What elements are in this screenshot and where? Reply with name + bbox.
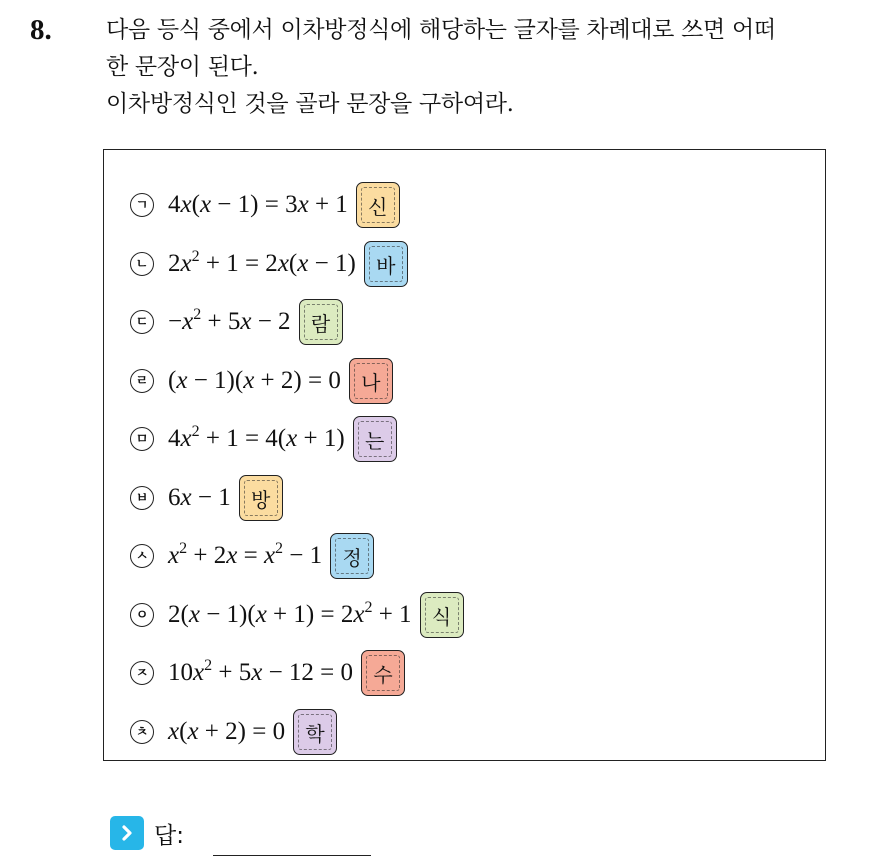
option-marker: ㅂ bbox=[130, 486, 154, 510]
syllable-card: 수 bbox=[361, 650, 405, 696]
option-marker: ㅇ bbox=[130, 603, 154, 627]
syllable-card: 방 bbox=[239, 475, 283, 521]
syllable-card: 는 bbox=[353, 416, 397, 462]
option-item bbox=[130, 649, 405, 697]
equation: $4x^2 + 1 = 4(x + 1)$ bbox=[168, 423, 345, 452]
syllable-card: 학 bbox=[293, 709, 337, 755]
syllable-card: 식 bbox=[420, 592, 464, 638]
question-line-2: 한 문장이 된다. bbox=[106, 54, 259, 80]
option-marker: ㄹ bbox=[130, 369, 154, 393]
option-marker: ㅈ bbox=[130, 661, 154, 685]
equation: $x^2 + 2x = x^2 - 1$ bbox=[168, 540, 323, 569]
answer-row bbox=[110, 816, 184, 850]
question-number: 8. bbox=[30, 14, 52, 46]
option-marker: ㄴ bbox=[130, 252, 154, 276]
syllable-card: 바 bbox=[364, 241, 408, 287]
equation: 6x − 1 bbox=[168, 484, 231, 511]
option-marker: ㅁ bbox=[130, 427, 154, 451]
equation: x(x + 2) = 0 bbox=[168, 718, 286, 745]
option-marker: ㅊ bbox=[130, 720, 154, 744]
equation: $-x^2 + 5x - 2$ bbox=[168, 306, 291, 335]
syllable-card: 나 bbox=[349, 358, 393, 404]
question-line-1: 다음 등식 중에서 이차방정식에 해당하는 글자를 차례대로 쓰면 어떠 bbox=[106, 17, 776, 43]
option-item bbox=[130, 532, 374, 580]
option-marker: ㄱ bbox=[130, 193, 154, 217]
question-line-3: 이차방정식인 것을 골라 문장을 구하여라. bbox=[106, 91, 514, 117]
option-item bbox=[130, 181, 400, 229]
option-item bbox=[130, 591, 464, 639]
option-item bbox=[130, 708, 337, 756]
arrow-right-icon bbox=[110, 816, 144, 850]
syllable-card: 정 bbox=[330, 533, 374, 579]
answer-label: 답: bbox=[154, 822, 184, 849]
equation: 4x(x − 1) = 3x + 1 bbox=[168, 191, 348, 218]
option-marker: ㅅ bbox=[130, 544, 154, 568]
equation: $10x^2 + 5x - 12 = 0$ bbox=[168, 657, 354, 686]
equation: $2(x - 1)(x + 1) = 2x^2 + 1$ bbox=[168, 599, 412, 628]
option-item bbox=[130, 474, 283, 522]
option-item bbox=[130, 357, 393, 405]
question-text bbox=[106, 12, 876, 123]
syllable-card: 람 bbox=[299, 299, 343, 345]
option-item bbox=[130, 298, 343, 346]
equation: (x − 1)(x + 2) = 0 bbox=[168, 367, 341, 394]
option-marker: ㄷ bbox=[130, 310, 154, 334]
equation: $2x^2 + 1 = 2x(x - 1)$ bbox=[168, 248, 356, 277]
option-item bbox=[130, 240, 408, 288]
option-item bbox=[130, 415, 397, 463]
syllable-card: 신 bbox=[356, 182, 400, 228]
answer-blank[interactable] bbox=[213, 855, 371, 856]
